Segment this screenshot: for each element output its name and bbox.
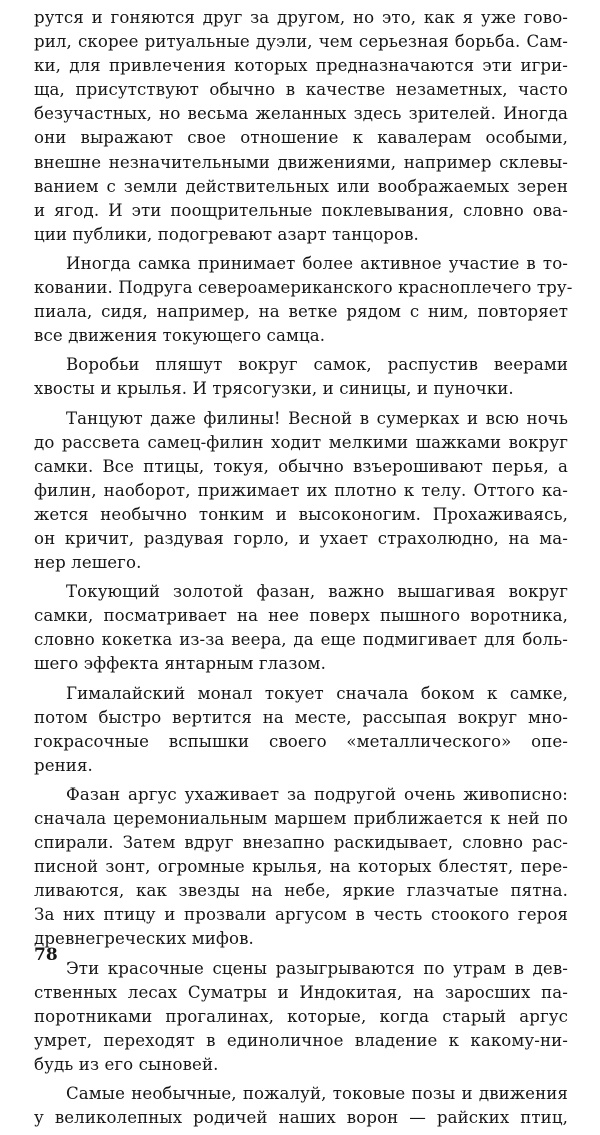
text-line: поротниками прогалинах, которые, когда старый аргус (34, 1006, 568, 1026)
text-line: Фазан аргус ухаживает за подругой очень живописно: (66, 784, 568, 804)
text-line: и ягод. И эти поощрительные поклевывания, словно ова- (34, 200, 568, 220)
text-line: филин, наоборот, прижимает их плотно к телу. Оттого ка- (34, 480, 568, 500)
paragraph (34, 252, 573, 348)
text-line: Токующий золотой фазан, важно вышагивая вокруг (66, 582, 568, 602)
text-line: нер лешего. (34, 553, 142, 573)
text-line: сначала церемониальным маршем приближается к ней по (34, 809, 568, 828)
text-line: древнегреческих мифов. (34, 929, 254, 949)
text-line: словно кокетка из-за веера, да еще подмигивает для боль- (34, 630, 568, 650)
text-line: хвосты и крылья. И трясогузки, и синицы, и пуночки. (34, 379, 514, 399)
text-line: За них птицу и прозвали аргусом в честь стоокого героя (34, 905, 568, 925)
text-line: ванием с земли действительных или воображаемых зерен (34, 176, 568, 196)
text-line: они выражают свое отношение к кавалерам особыми, (34, 128, 568, 148)
text-line: до рассвета самец-филин ходит мелкими шажками вокруг (34, 432, 568, 452)
text-line: пиала, сидя, например, на ветке рядом с ним, повторяет (34, 302, 568, 322)
text-line: ливаются, как звезды на небе, яркие глазчатые пятна. (34, 881, 568, 901)
text-line: у великолепных родичей наших ворон — райских птиц, (34, 1108, 568, 1128)
text-line: ковании. Подруга североамериканского красноплечего тру- (34, 278, 573, 298)
text-line: спирали. Затем вдруг внезапно раскидывает, словно рас- (34, 833, 568, 853)
text-line: писной зонт, огромные крылья, на которых блестят, пере- (34, 857, 568, 877)
text-line: Самые необычные, пожалуй, токовые позы и движения (66, 1084, 568, 1104)
text-line: ки, для привлечения которых предназначаются эти игри- (34, 56, 568, 76)
paragraph (34, 407, 568, 576)
text-line: потом быстро вертится на месте, рассыпая вокруг мно- (34, 707, 568, 727)
text-line: ции публики, подогревают азарт танцоров. (34, 224, 419, 244)
paragraph (34, 1082, 568, 1130)
text-line: он кричит, раздувая горло, и ухает страхолюдно, на ма- (34, 528, 568, 548)
text-line: рил, скорее ритуальные дуэли, чем серьезная борьба. Сам- (34, 32, 568, 52)
paragraph (34, 353, 568, 401)
text-line: рутся и гоняются друг за другом, но это, как я уже гово- (34, 8, 568, 27)
text-line: самки, посматривает на нее поверх пышного воротника, (34, 606, 568, 626)
paragraph (34, 957, 568, 1077)
text-line: ща, присутствуют обычно в качестве незаметных, часто (34, 80, 568, 100)
text-line: все движения токующего самца. (34, 326, 326, 346)
paragraph (34, 682, 568, 778)
paragraph (34, 783, 568, 952)
text-line: умрет, переходят в единоличное владение к какому-ни- (34, 1030, 568, 1050)
page-text (34, 6, 573, 1135)
text-line: жется необычно тонким и высоконогим. Прохаживаясь, (34, 504, 568, 524)
page-number: 78 (34, 945, 58, 965)
text-line: ственных лесах Суматры и Индокитая, на заросших па- (34, 982, 568, 1002)
text-line: будь из его сыновей. (34, 1054, 219, 1074)
text-line: Гималайский монал токует сначала боком к самке, (66, 683, 568, 703)
paragraph (34, 6, 568, 247)
text-line: шего эффекта янтарным глазом. (34, 654, 326, 674)
text-line: безучастных, но весьма желанных здесь зрителей. Иногда (34, 104, 568, 124)
text-line: Иногда самка принимает более активное участие в то- (66, 253, 568, 273)
text-line: внешне незначительными движениями, например склевы- (34, 152, 568, 172)
text-line: Эти красочные сцены разыгрываются по утрам в дев- (66, 958, 568, 978)
text-line: рения. (34, 755, 93, 775)
text-line: Воробьи пляшут вокруг самок, распустив веерами (66, 355, 568, 375)
paragraph (34, 580, 568, 676)
text-line: самки. Все птицы, токуя, обычно взъерошивают перья, а (34, 456, 568, 476)
text-line: гокрасочные вспышки своего «металлического» опе- (34, 731, 568, 751)
text-line: Танцуют даже филины! Весной в сумерках и всю ночь (66, 408, 568, 428)
